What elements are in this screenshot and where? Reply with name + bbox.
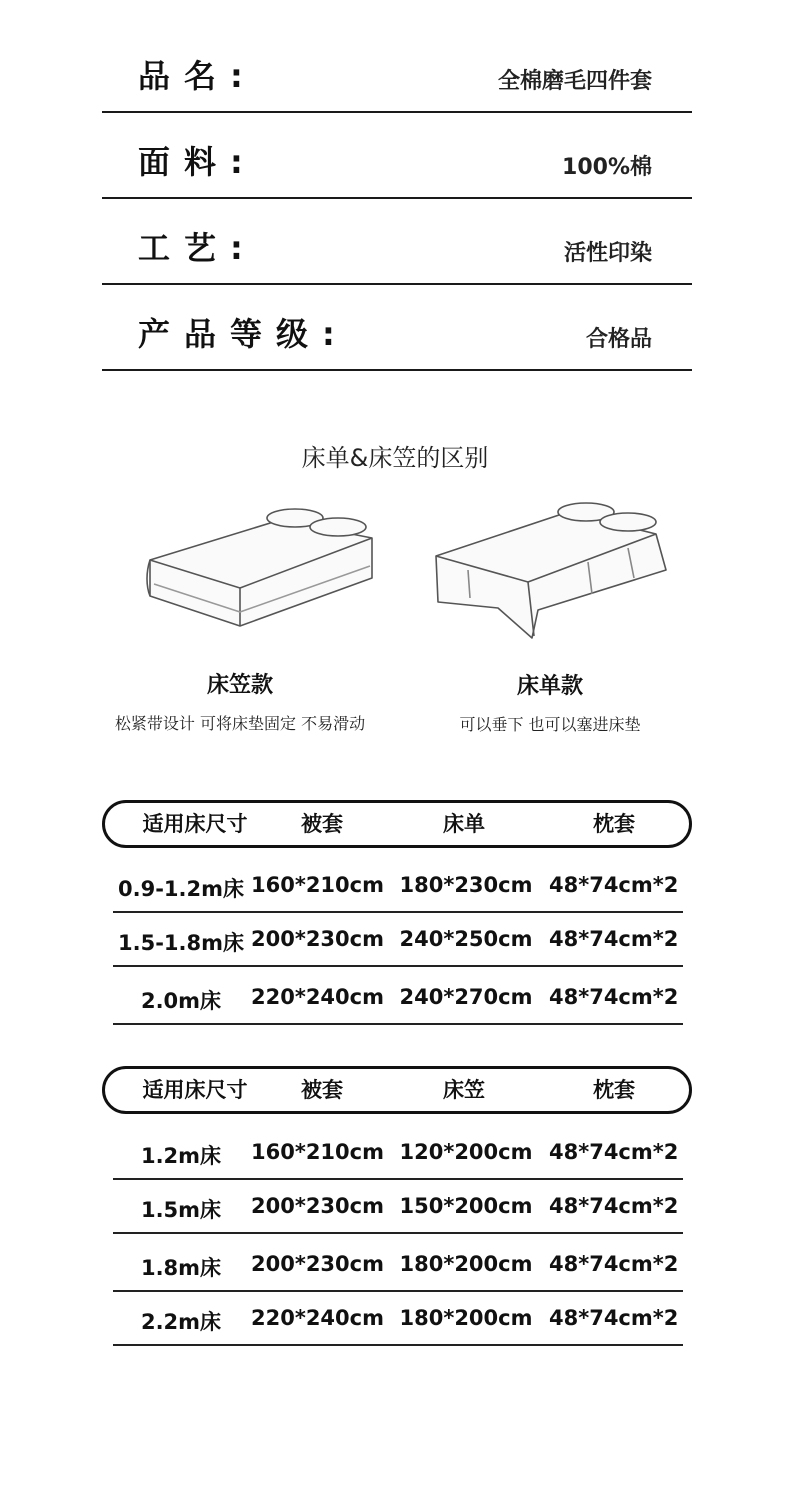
header-cell: 枕套 [593,812,635,836]
spec-label: 工艺: [138,229,257,267]
table-cell: 2.0m床 [140,989,222,1013]
spec-value: 全棉磨毛四件套 [497,69,652,94]
table-row [113,913,683,967]
table-cell: 180*200cm [399,1306,533,1330]
header-cell: 枕套 [593,1078,635,1102]
table-cell: 180*200cm [399,1252,533,1276]
spec-value: 100%棉 [562,155,652,180]
section-title: 床单&床笠的区别 [301,444,489,472]
fitted-style-name: 床笠款 [206,673,273,698]
spec-row-grade [102,285,692,371]
header-cell: 床单 [443,812,485,836]
spec-value: 活性印染 [563,241,652,266]
table-cell: 48*74cm*2 [549,873,679,897]
flat-style-name: 床单款 [516,674,583,699]
table-cell: 240*270cm [399,985,533,1009]
table-cell: 48*74cm*2 [549,927,679,951]
table-cell: 1.2m床 [140,1144,222,1168]
spec-row-fabric [102,113,692,199]
flat-sheet-illustration [428,498,673,648]
header-cell: 被套 [301,1078,343,1102]
table-cell: 48*74cm*2 [549,985,679,1009]
table-row [113,857,683,913]
table-cell: 1.8m床 [140,1256,222,1280]
table-cell: 120*200cm [399,1140,533,1164]
table-cell: 48*74cm*2 [549,1194,679,1218]
spec-label: 产品等级: [138,315,349,353]
fitted-style-desc: 松紧带设计 可将床垫固定 不易滑动 [114,714,366,733]
size-table-flat-sheet [102,800,692,1030]
spec-row-process [102,199,692,285]
size-table-fitted-sheet [102,1066,692,1351]
table-cell: 180*230cm [399,873,533,897]
fitted-sheet-illustration [140,500,380,635]
table-cell: 200*230cm [251,1252,384,1276]
flat-style-desc: 可以垂下 也可以塞进床垫 [459,715,641,734]
spec-value: 合格品 [585,327,652,352]
table-cell: 150*200cm [399,1194,533,1218]
table-header [102,1066,692,1114]
table-row [113,1234,683,1292]
table-cell: 200*230cm [251,1194,384,1218]
header-cell: 适用床尺寸 [142,1078,248,1102]
table-cell: 160*210cm [251,873,384,897]
table-cell: 0.9-1.2m床 [118,877,244,901]
spec-label: 面料: [138,143,257,181]
header-cell: 被套 [301,812,343,836]
table-cell: 2.2m床 [140,1310,222,1334]
table-cell: 160*210cm [251,1140,384,1164]
table-cell: 200*230cm [251,927,384,951]
table-row [113,1292,683,1346]
header-cell: 床笠 [443,1078,485,1102]
spec-label: 品名: [138,57,257,95]
table-cell: 220*240cm [251,1306,384,1330]
table-cell: 48*74cm*2 [549,1306,679,1330]
table-header [102,800,692,848]
table-cell: 1.5-1.8m床 [118,931,244,955]
table-row [113,1124,683,1180]
spec-row-name [102,27,692,113]
table-row [113,967,683,1025]
table-cell: 1.5m床 [140,1198,222,1222]
table-row [113,1180,683,1234]
table-cell: 48*74cm*2 [549,1140,679,1164]
table-cell: 48*74cm*2 [549,1252,679,1276]
table-cell: 240*250cm [399,927,533,951]
header-cell: 适用床尺寸 [142,812,248,836]
table-cell: 220*240cm [251,985,384,1009]
